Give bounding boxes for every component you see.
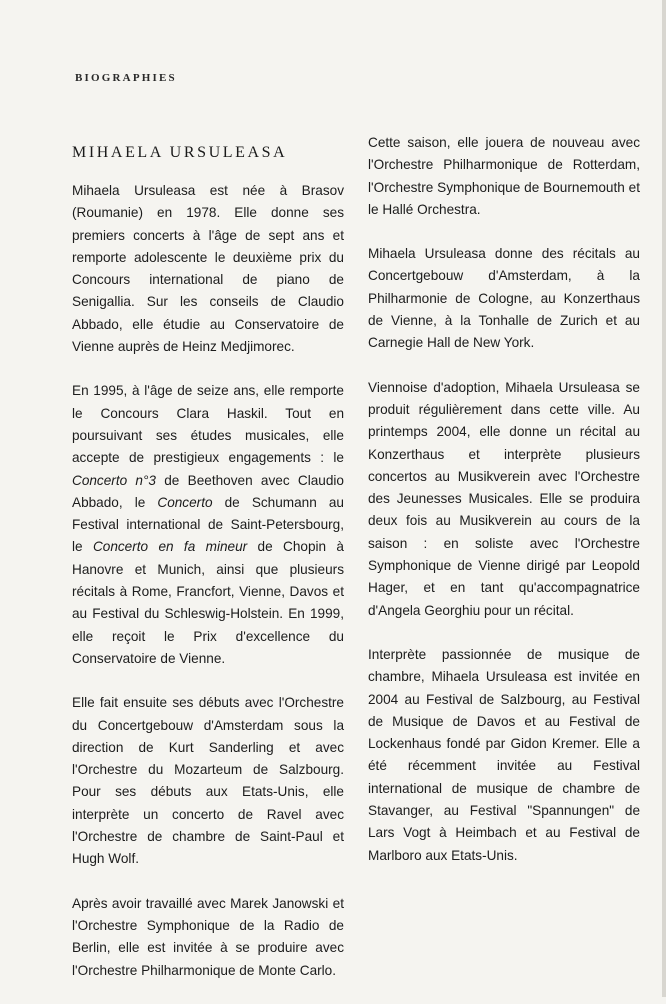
bio-title: MIHAELA URSULEASA	[72, 144, 288, 161]
left-column	[72, 132, 344, 1004]
bio-paragraph: Mihaela Ursuleasa donne des récitals au Concertgebouw d'Amsterdam, à la Philharmonie de Cologne, au Konzerthaus de Vienne, à la Tonhalle de Zurich et au Carnegie Hall de New York.	[368, 246, 640, 351]
bio-paragraph: Viennoise d'adoption, Mihaela Ursuleasa se produit régulièrement dans cette ville. Au printemps 2004, elle donne un récital au Konzerthaus et interprète plusieurs concertos au Musikverein avec l'Orchestre des Jeunesses Musicales. Elle se produira deux fois au Musikverein au cours de la saison : en soliste avec l'Orchestre Symphonique de Vienne dirigé par Leopold Hager, et en tant qu'accompagnatrice d'Angela Georghiu pour un récital.	[368, 379, 640, 618]
bio-paragraph: Mihaela Ursuleasa est née à Brasov (Roumanie) en 1978. Elle donne ses premiers concerts à l'âge de sept ans et remporte adolescente le deuxième prix du Concours international de piano de Senigallia. Sur les conseils de Claudio Abbado, elle étudie au Conservatoire de Vienne auprès de Heinz Medjimorec.	[72, 183, 344, 355]
bio-paragraph: Cette saison, elle jouera de nouveau avec l'Orchestre Philharmonique de Rotterdam, l'Orchestre Symphonique de Bournemouth et le Hallé Orchestra.	[368, 135, 640, 217]
bio-paragraph: En 1995, à l'âge de seize ans, elle remporte le Concours Clara Haskil. Tout en poursuivant ses études musicales, elle accepte de prestigieux engagements : le Concerto n°3 de Beethoven avec Claudio Abbado, le Concerto de Schumann au Festival international de Saint-Petersbourg, le Concerto en fa mineur de Chopin à Hanovre et Munich, ainsi que plusieurs récitals à Rome, Francfort, Vienne, Davos et au Festival du Schleswig-Holstein. En 1999, elle reçoit le Prix d'excellence du Conservatoire de Vienne.	[72, 383, 344, 666]
bio-paragraph: Interprète passionnée de musique de chambre, Mihaela Ursuleasa est invitée en 2004 au Festival de Salzbourg, au Festival de Musique de Davos et au Festival de Lockenhaus fondé par Gidon Kremer. Elle a été récemment invitée au Festival international de musique de chambre de Stavanger, au Festival "Spannungen" de Lars Vogt à Heimbach et au Festival de Marlboro aux Etats-Unis.	[368, 646, 640, 863]
section-header: BIOGRAPHIES	[75, 72, 177, 84]
right-column	[368, 132, 640, 889]
page-edge	[662, 0, 666, 997]
bio-paragraph: Après avoir travaillé avec Marek Janowski et l'Orchestre Symphonique de la Radio de Berlin, elle est invitée à se produire avec l'Orchestre Philharmonique de Monte Carlo.	[72, 895, 344, 978]
bio-paragraph: Elle fait ensuite ses débuts avec l'Orchestre du Concertgebouw d'Amsterdam sous la direction de Kurt Sanderling et avec l'Orchestre du Mozarteum de Salzbourg. Pour ses débuts aux Etats-Unis, elle interprète un concerto de Ravel avec l'Orchestre de chambre de Saint-Paul et Hugh Wolf.	[72, 695, 344, 867]
